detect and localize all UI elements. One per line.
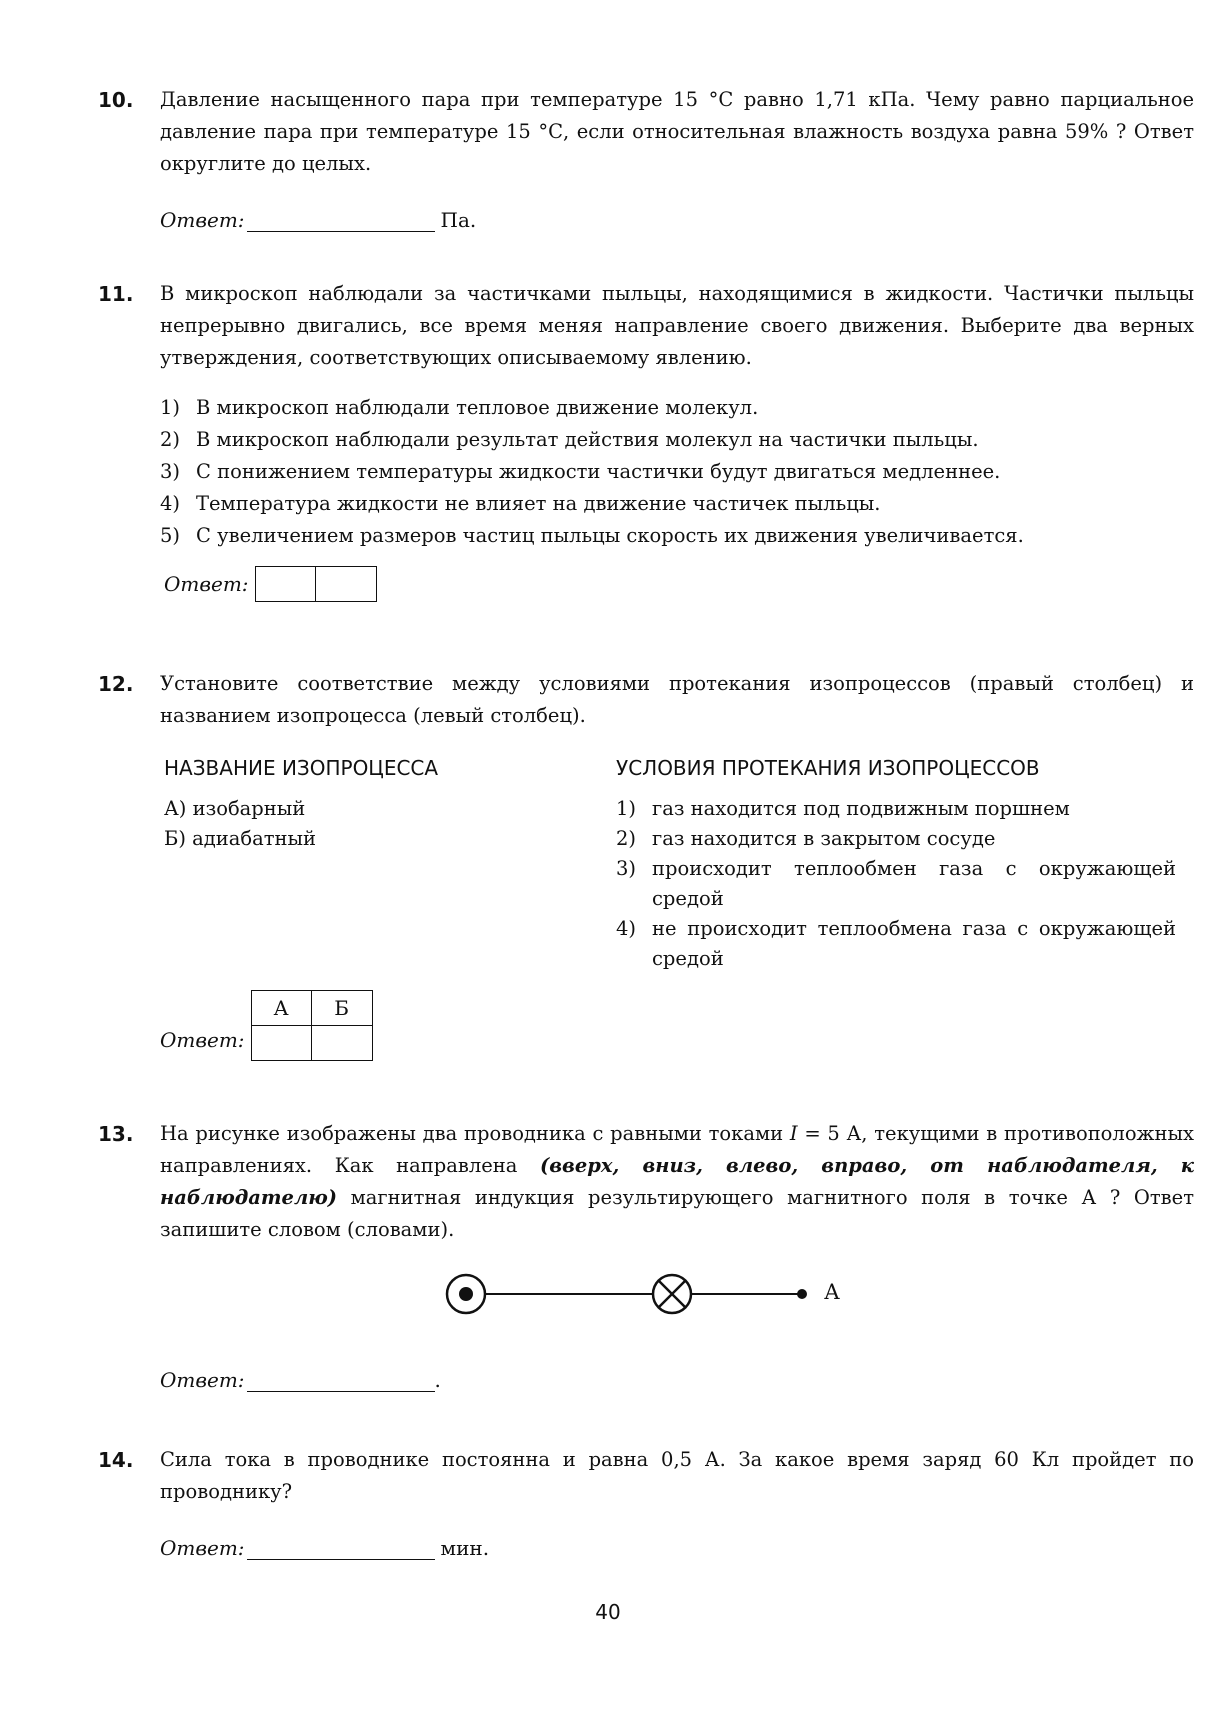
answer-field[interactable]: [247, 207, 435, 232]
table-header-a: А: [252, 991, 312, 1026]
answer-row-13: [98, 1358, 1194, 1392]
option-item: 4) Температура жидкости не влияет на движение частичек пыльцы.: [160, 492, 881, 515]
answer-cell-a[interactable]: [252, 1026, 312, 1060]
conductors-figure: [440, 1268, 860, 1324]
answer-unit: Па.: [440, 208, 477, 232]
question-13: [98, 1118, 1194, 1246]
answer-label: Ответ:: [160, 1536, 245, 1560]
option-item: 5) С увеличением размеров частиц пыльцы скорость их движения увеличивается.: [160, 524, 1024, 547]
answer-cell-b[interactable]: [312, 1026, 372, 1060]
question-text: В микроскоп наблюдали за частичками пыльцы, находящимися в жидкости. Частички пыльцы непрерывно двигались, все время меняя направление своего движения. Выберите два верных утверждения, соответствующих описываемому явлению.: [160, 282, 1194, 369]
answer-label: Ответ:: [160, 208, 245, 232]
answer-field[interactable]: [247, 1367, 435, 1392]
question-text: На рисунке изображены два проводника с равными токами I = 5 А, текущими в противоположных направлениях. Как направлена (вверх, вниз, влево, вправо, от наблюдателя, к наблюдателю) магнитная индукция результирующего магнитного поля в точке А ? Ответ запишите словом (словами).: [160, 1122, 1195, 1241]
question-14: [98, 1444, 1194, 1560]
point-a-label: А: [824, 1280, 840, 1304]
left-item: Б) адиабатный: [164, 827, 317, 850]
page-number: 40: [595, 1600, 621, 1624]
matching-columns: [160, 756, 1194, 978]
left-column-header: НАЗВАНИЕ ИЗОПРОЦЕССА: [164, 756, 439, 780]
answer-box-1[interactable]: [256, 567, 316, 601]
right-column: [616, 794, 1176, 974]
answer-label: Ответ:: [160, 1368, 245, 1392]
option-item: 3) С понижением температуры жидкости частички будут двигаться медленнее.: [160, 460, 1001, 483]
right-item: 2) газ находится в закрытом сосуде: [616, 827, 996, 850]
answer-unit: мин.: [440, 1536, 490, 1560]
answer-row: [164, 566, 1194, 602]
left-item: А) изобарный: [164, 797, 306, 820]
answer-row-12: [160, 990, 373, 1061]
answer-label: Ответ:: [160, 1027, 245, 1052]
answer-end: .: [434, 1368, 441, 1392]
question-text: Установите соответствие между условиями протекания изопроцессов (правый столбец) и названием изопроцесса (левый столбец).: [160, 672, 1194, 727]
answer-box-2[interactable]: [316, 567, 376, 601]
answer-label: Ответ:: [164, 572, 249, 596]
answer-boxes: [255, 566, 377, 602]
point-a-marker: [797, 1289, 807, 1299]
right-item: 3) происходит теплообмен газа с окружающей средой: [616, 857, 1176, 910]
option-item: 1) В микроскоп наблюдали тепловое движение молекул.: [160, 396, 759, 419]
answer-row: [160, 198, 1194, 232]
options-list: [160, 392, 1194, 552]
right-column-header: УСЛОВИЯ ПРОТЕКАНИЯ ИЗОПРОЦЕССОВ: [616, 756, 1040, 780]
question-number: 12.: [98, 672, 134, 696]
right-item: 4) не происходит теплообмена газа с окружающей средой: [616, 917, 1176, 970]
answer-field[interactable]: [247, 1535, 435, 1560]
question-11: [98, 278, 1194, 602]
question-number: 10.: [98, 88, 134, 112]
right-item: 1) газ находится под подвижным поршнем: [616, 797, 1070, 820]
direction-options: (вверх, вниз, влево, вправо, от наблюдателя, к наблюдателю): [160, 1154, 1194, 1209]
answer-table: [251, 990, 373, 1061]
dot-icon: [459, 1287, 473, 1301]
question-text: Давление насыщенного пара при температуре 15 °С равно 1,71 кПа. Чему равно парциальное давление пара при температуре 15 °С, если относительная влажность воздуха равна 59% ? Ответ округлите до целых.: [160, 88, 1194, 175]
option-item: 2) В микроскоп наблюдали результат действия молекул на частички пыльцы.: [160, 428, 979, 451]
question-number: 13.: [98, 1122, 134, 1146]
question-number: 11.: [98, 282, 134, 306]
question-text: Сила тока в проводнике постоянна и равна 0,5 А. За какое время заряд 60 Кл пройдет по проводнику?: [160, 1448, 1194, 1503]
question-number: 14.: [98, 1448, 134, 1472]
question-12: [98, 668, 1194, 978]
question-10: [98, 84, 1194, 232]
answer-row: [160, 1358, 1194, 1392]
left-column: [164, 794, 316, 854]
answer-row: [160, 1526, 1194, 1560]
table-header-b: Б: [312, 991, 372, 1026]
